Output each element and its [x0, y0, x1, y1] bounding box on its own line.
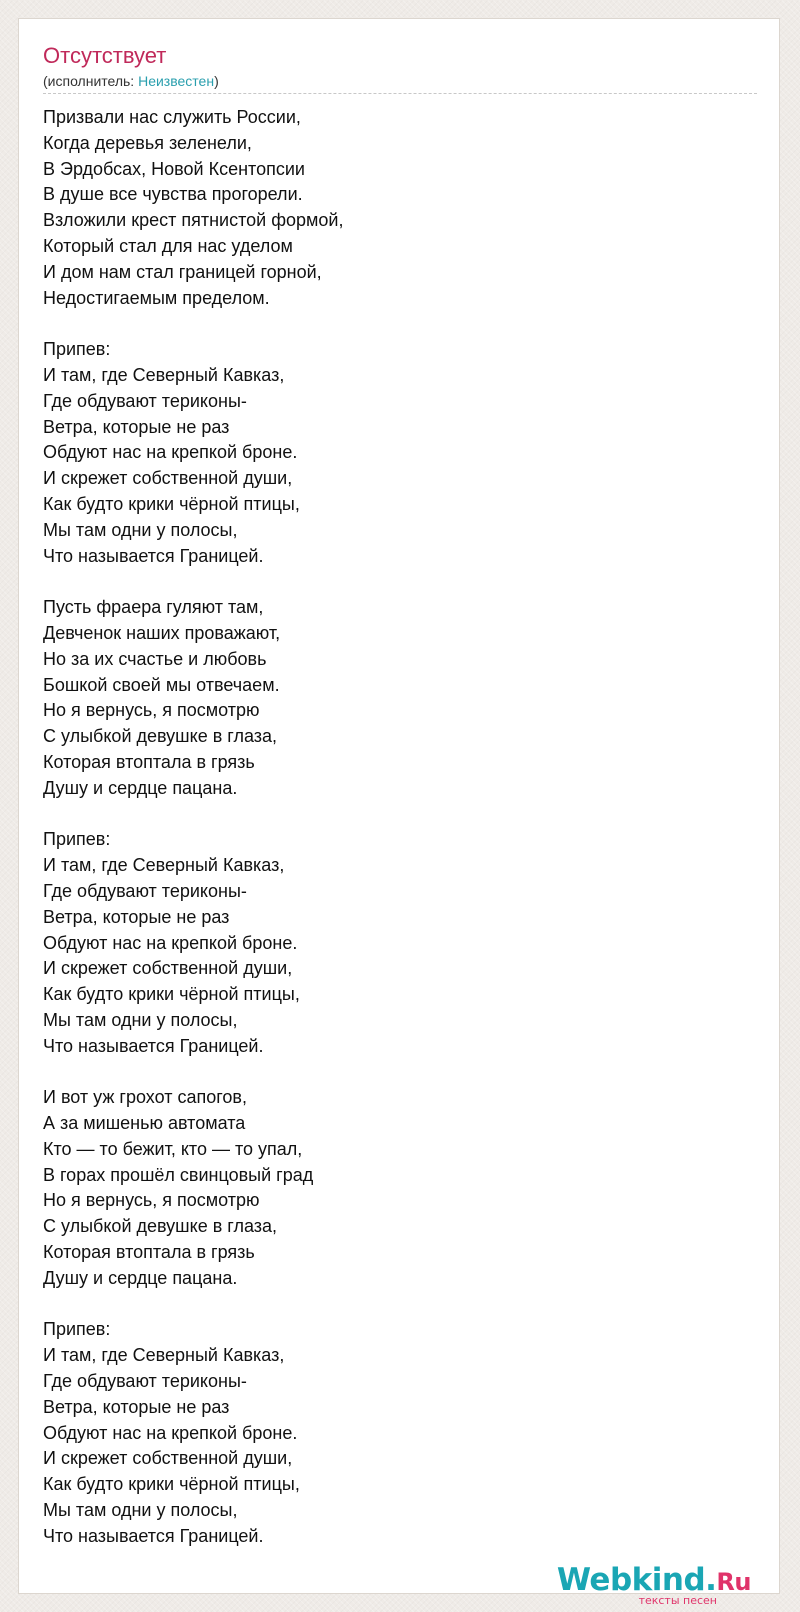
header-divider [43, 93, 757, 94]
lyrics-line: Обдуют нас на крепкой броне. [43, 1422, 298, 1443]
lyrics-line: И скрежет собственной души, [43, 468, 293, 489]
artist-suffix: ) [214, 73, 219, 89]
lyrics-line: Что называется Границей. [43, 545, 264, 566]
watermark-brand: Webkind [556, 1562, 706, 1598]
lyrics-line: Душу и сердце пацана. [43, 1267, 238, 1288]
lyrics-line: Как будто крики чёрной птицы, [43, 1474, 300, 1495]
watermark-dot: . [705, 1562, 717, 1598]
lyrics-line: Бошкой своей мы отвечаем. [43, 674, 280, 695]
watermark-tagline: тексты песен [638, 1594, 717, 1607]
lyrics-line: Как будто крики чёрной птицы, [43, 984, 300, 1005]
lyrics-line: Как будто крики чёрной птицы, [43, 493, 300, 514]
lyrics-line: Мы там одни у полосы, [43, 1009, 238, 1030]
lyrics-line: Которая втоптала в грязь [43, 751, 255, 772]
lyrics-line: В душе все чувства прогорели. [43, 184, 303, 205]
lyrics-line: Мы там одни у полосы, [43, 519, 238, 540]
lyrics-line: Где обдувают териконы- [43, 1371, 247, 1392]
lyrics-line: Когда деревья зеленели, [43, 132, 252, 153]
artist-prefix: (исполнитель: [43, 73, 139, 89]
lyrics-line: Кто — то бежит, кто — то упал, [43, 1138, 303, 1159]
lyrics-stanza [43, 1085, 743, 1291]
lyrics-line: Что называется Границей. [43, 1525, 264, 1546]
lyrics-line: Мы там одни у полосы, [43, 1500, 238, 1521]
lyrics-line: В Эрдобсах, Новой Ксентопсии [43, 158, 305, 179]
lyrics-line: И вот уж грохот сапогов, [43, 1087, 247, 1108]
lyrics-line: И скрежет собственной души, [43, 958, 293, 979]
lyrics-stanza [43, 827, 743, 1059]
lyrics-line: Ветра, которые не раз [43, 1396, 230, 1417]
lyrics-line: И там, где Северный Кавказ, [43, 855, 285, 876]
lyrics-line: Девченок наших проважают, [43, 622, 281, 643]
lyrics-line: Душу и сердце пацана. [43, 777, 238, 798]
lyrics-line: Припев: [43, 1319, 111, 1340]
lyrics-line: Ветра, которые не раз [43, 416, 230, 437]
artist-line [43, 72, 219, 90]
artist-link[interactable]: Неизвестен [138, 73, 215, 89]
lyrics-stanza [43, 337, 743, 569]
lyrics-line: С улыбкой девушке в глаза, [43, 726, 278, 747]
lyrics-stanza [43, 595, 743, 801]
lyrics-stanza [43, 1317, 743, 1549]
lyrics-line: Ветра, которые не раз [43, 906, 230, 927]
lyrics-line: Но за их счастье и любовь [43, 648, 267, 669]
watermark-tld: Ru [716, 1568, 751, 1596]
lyrics-body [43, 105, 743, 1550]
lyrics-line: Который стал для нас уделом [43, 235, 293, 256]
lyrics-line: В горах прошёл свинцовый град [43, 1164, 314, 1185]
lyrics-line: Недостигаемым пределом. [43, 287, 270, 308]
lyrics-line: А за мишенью автомата [43, 1113, 246, 1134]
lyrics-line: Но я вернусь, я посмотрю [43, 1190, 260, 1211]
lyrics-line: Взложили крест пятнистой формой, [43, 210, 344, 231]
lyrics-line: И там, где Северный Кавказ, [43, 1345, 285, 1366]
lyrics-line: Обдуют нас на крепкой броне. [43, 442, 298, 463]
lyrics-line: Пусть фраера гуляют там, [43, 597, 264, 618]
lyrics-line: И дом нам стал границей горной, [43, 261, 322, 282]
song-title: Отсутствует [43, 43, 167, 68]
lyrics-stanza [43, 105, 743, 311]
lyrics-line: Припев: [43, 829, 111, 850]
lyrics-line: Призвали нас служить России, [43, 107, 301, 127]
lyrics-line: Которая втоптала в грязь [43, 1242, 255, 1263]
lyrics-card [18, 18, 780, 1607]
lyrics-line: И скрежет собственной души, [43, 1448, 293, 1469]
lyrics-line: Где обдувают териконы- [43, 880, 247, 901]
lyrics-line: Но я вернусь, я посмотрю [43, 700, 260, 721]
lyrics-line: Припев: [43, 339, 111, 360]
site-watermark [556, 1562, 751, 1612]
lyrics-line: Что называется Границей. [43, 1035, 264, 1056]
lyrics-line: Где обдувают териконы- [43, 390, 247, 411]
lyrics-line: Обдуют нас на крепкой броне. [43, 932, 298, 953]
lyrics-line: С улыбкой девушке в глаза, [43, 1216, 278, 1237]
lyrics-line: И там, где Северный Кавказ, [43, 364, 285, 385]
